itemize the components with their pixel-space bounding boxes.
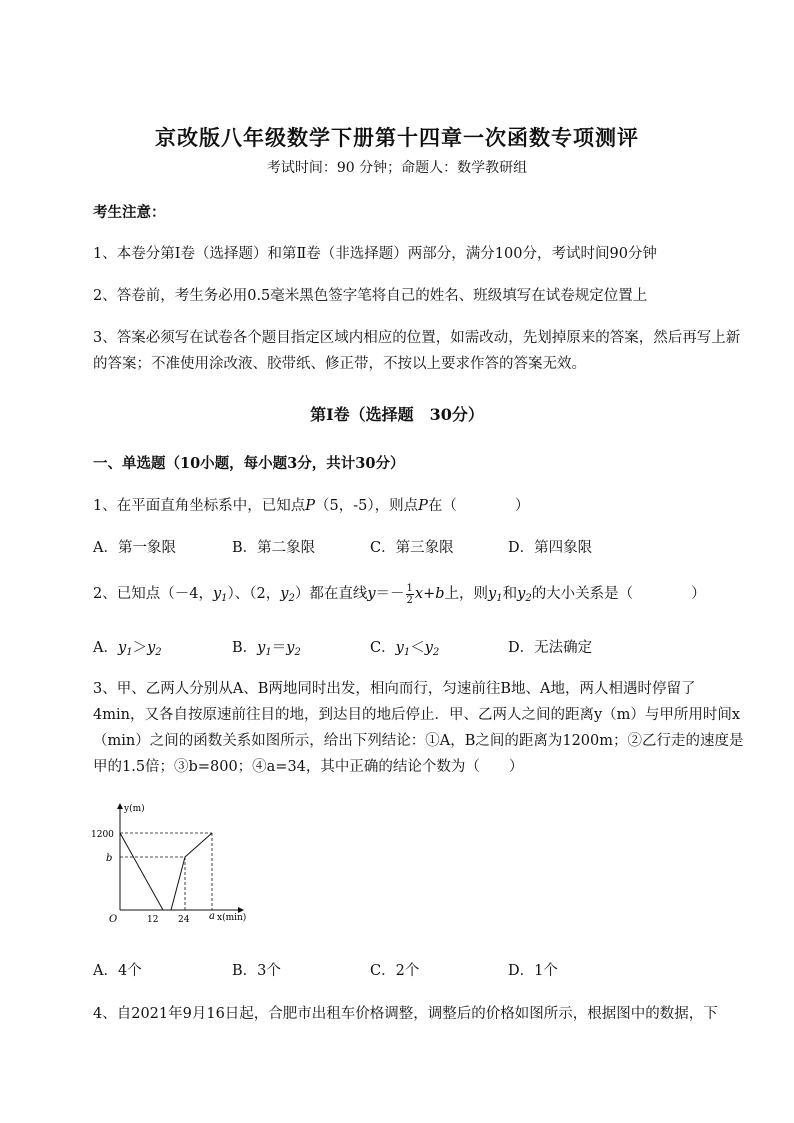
- q2-text-2: ）、（2，: [227, 586, 281, 602]
- q2-sub-2: 2: [525, 593, 532, 604]
- notice-item-3: 3、答案必须写在试卷各个题目指定区域内相应的位置，如需改动，先划掉原来的答案，然后再写上新: [93, 330, 741, 346]
- q2-var-y: y: [517, 586, 526, 602]
- q2-sub-1: 1: [221, 593, 228, 604]
- x-tick-a: a: [209, 911, 215, 922]
- q2-text-1: 2、已知点（－4，: [93, 586, 213, 602]
- q2-xb: x+b: [414, 586, 445, 602]
- q2-var-y: y: [395, 640, 404, 656]
- q1-stem-b: 在（ ）: [427, 498, 530, 514]
- q1-point-2: P: [418, 498, 428, 514]
- q1-stem-a: 1、在平面直角坐标系中，已知点: [93, 498, 306, 514]
- q3-option-b[interactable]: B．3个: [232, 963, 281, 979]
- q2-option-c[interactable]: [370, 636, 439, 658]
- q2-var-y: y: [367, 586, 376, 602]
- q2-rel-gt: ＞: [132, 640, 148, 656]
- q2-var-y: y: [147, 640, 156, 656]
- q2-option-b[interactable]: [232, 636, 301, 658]
- q2-var-y: y: [280, 586, 289, 602]
- q1-option-b[interactable]: B．第二象限: [232, 540, 316, 556]
- q2-text-3: ）都在直线: [294, 586, 368, 602]
- question-1: [93, 494, 529, 515]
- q2-sub-1: 1: [126, 647, 133, 658]
- q3-option-d[interactable]: D．1个: [508, 963, 558, 979]
- q3-option-a[interactable]: A．4个: [93, 963, 142, 979]
- q2-sub-1: 1: [496, 593, 503, 604]
- exam-info: 考试时间：90 分钟；命题人：数学教研组: [266, 160, 528, 176]
- q2-text-6: 的大小关系是（ ）: [531, 586, 706, 602]
- question-2: [93, 582, 706, 606]
- origin-label: O: [109, 914, 118, 925]
- notice-item-2: 2、答卷前，考生务必用0.5毫米黑色签字笔将自己的姓名、班级填写在试卷规定位置上: [93, 288, 648, 304]
- q3-line-4: 甲的1.5倍；③b=800；④a=34，其中正确的结论个数为（ ）: [93, 759, 524, 775]
- notice-heading: 考生注意：: [93, 204, 166, 221]
- notice-item-1: 1、本卷分第I卷（选择题）和第Ⅱ卷（非选择题）两部分，满分100分，考试时间90分钟: [93, 246, 657, 262]
- y-tick-b: b: [106, 853, 113, 864]
- q2-option-a[interactable]: [93, 636, 162, 658]
- q2-frac-den: 2: [406, 594, 413, 606]
- q2-opt-a-label: A．: [93, 640, 118, 656]
- distance-time-graph: [88, 798, 258, 928]
- q2-var-y: y: [212, 586, 222, 602]
- q2-sub-1: 1: [265, 647, 272, 658]
- q2-frac-num: 1: [406, 582, 413, 594]
- q2-sub-1: 1: [403, 647, 411, 658]
- q2-sub-2: 2: [155, 647, 162, 658]
- q1-coords: （5，-5），则点: [315, 498, 419, 514]
- y-tick-1200: 1200: [91, 830, 114, 840]
- q3-line-1: 3、甲、乙两人分别从A、B两地同时出发，相向而行，匀速前往B地、A地，两人相遇时停留了: [93, 681, 696, 697]
- q1-option-a[interactable]: A．第一象限: [93, 540, 176, 556]
- q4-line-1: 4、自2021年9月16日起，合肥市出租车价格调整，调整后的价格如图所示，根据图中的数据，下: [93, 1006, 718, 1022]
- q1-point: P: [305, 498, 315, 514]
- q2-var-y: y: [286, 640, 295, 656]
- x-tick-24: 24: [178, 915, 190, 925]
- part-title: 一、单选题（10小题，每小题3分，共计30分）: [93, 455, 405, 472]
- distance-line: [120, 833, 212, 910]
- q2-rel-lt: ＜: [410, 640, 425, 656]
- q2-var-y: y: [488, 586, 497, 602]
- q3-line-3: （min）之间的函数关系如图所示，给出下列结论：①A，B之间的距离为1200m；②乙行走的速度是: [93, 733, 744, 749]
- notice-item-3-cont: 的答案；不准使用涂改液、胶带纸、修正带，不按以上要求作答的答案无效。: [93, 356, 586, 372]
- q2-var-y: y: [424, 640, 433, 656]
- page-title: 京改版八年级数学下册第十四章一次函数专项测评: [155, 125, 639, 150]
- q2-rel-eq: ＝: [271, 640, 287, 656]
- q3-line-2: 4min，又各自按原速前往目的地，到达目的地后停止．甲、乙两人之间的距离y（m）与甲所用时间x: [93, 707, 741, 723]
- q1-option-c[interactable]: C．第三象限: [370, 540, 454, 556]
- q2-equals: ＝－: [375, 586, 405, 602]
- q2-text-4: 上，则: [444, 586, 489, 602]
- q2-opt-b-label: B．: [232, 640, 258, 656]
- q2-opt-c-label: C．: [370, 640, 396, 656]
- q2-option-d[interactable]: D．无法确定: [508, 640, 593, 656]
- q2-fraction: [406, 583, 414, 606]
- section-title: 第I卷（选择题 30分）: [310, 405, 484, 424]
- q3-option-c[interactable]: C．2个: [370, 963, 420, 979]
- x-tick-12: 12: [147, 915, 159, 925]
- q2-var-y: y: [117, 640, 127, 656]
- q2-var-y: y: [257, 640, 266, 656]
- y-axis-label: y(m): [124, 804, 145, 814]
- x-axis-label: x(min): [217, 913, 247, 923]
- q2-text-5: 和: [502, 586, 518, 602]
- q2-sub-2: 2: [294, 647, 301, 658]
- q2-sub-2: 2: [432, 647, 440, 658]
- q2-sub-2: 2: [288, 593, 295, 604]
- q1-option-d[interactable]: D．第四象限: [508, 540, 593, 556]
